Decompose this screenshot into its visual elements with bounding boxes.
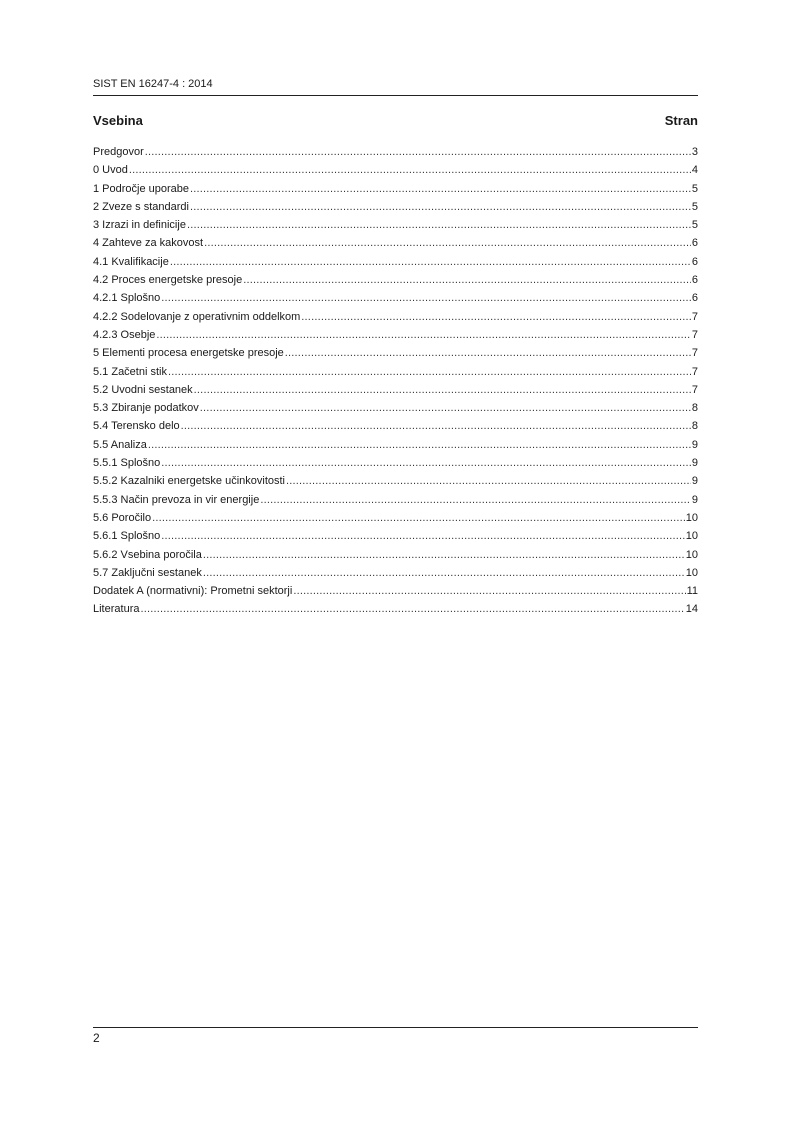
- page-number: 2: [93, 1031, 100, 1045]
- toc-leader-dots: [145, 145, 691, 159]
- toc-leader-dots: [161, 529, 684, 543]
- toc-entry-page: 10: [685, 530, 698, 543]
- toc-entry[interactable]: [93, 218, 698, 236]
- toc-entry-page: 9: [691, 438, 698, 451]
- toc-leader-dots: [170, 255, 691, 269]
- toc-entry[interactable]: [93, 163, 698, 181]
- toc-entry-page: 8: [691, 402, 698, 415]
- toc-entry[interactable]: [93, 474, 698, 492]
- toc-entry-page: 6: [691, 292, 698, 305]
- toc-entry[interactable]: [93, 145, 698, 163]
- toc-entry-page: 5: [691, 219, 698, 232]
- toc-entry[interactable]: [93, 182, 698, 200]
- toc-leader-dots: [204, 236, 691, 250]
- toc-entry-label: 5.5.1 Splošno: [93, 457, 161, 470]
- toc-entry-label: 0 Uvod: [93, 164, 128, 177]
- toc-entry-label: 5.6.2 Vsebina poročila: [93, 548, 202, 561]
- document-id: SIST EN 16247-4 : 2014: [93, 78, 213, 90]
- toc-entry-label: 5.6 Poročilo: [93, 511, 152, 524]
- toc-entry-label: 4.2.2 Sodelovanje z operativnim oddelkom: [93, 310, 301, 323]
- toc-leader-dots: [293, 584, 685, 598]
- toc-entry-label: Predgovor: [93, 146, 144, 158]
- toc-entry-label: 1 Področje uporabe: [93, 182, 190, 195]
- toc-leader-dots: [152, 511, 685, 525]
- toc-entry[interactable]: [93, 346, 698, 364]
- toc-entry-label: 5.6.1 Splošno: [93, 530, 161, 543]
- toc-page-column-label: Stran: [664, 113, 698, 128]
- toc-entry-page: 7: [691, 383, 698, 396]
- toc-entry[interactable]: [93, 200, 698, 218]
- toc-entry-label: 4.1 Kvalifikacije: [93, 255, 169, 268]
- toc-entry-page: 7: [691, 347, 698, 360]
- toc-entry[interactable]: [93, 236, 698, 254]
- toc-entry-page: 11: [686, 585, 698, 598]
- toc-entry-label: Literatura: [93, 603, 140, 616]
- toc-entry[interactable]: [93, 383, 698, 401]
- toc-entry[interactable]: [93, 566, 698, 584]
- toc-entry-page: 4: [691, 164, 698, 177]
- table-of-contents: [93, 145, 698, 621]
- toc-leader-dots: [203, 566, 685, 580]
- toc-leader-dots: [129, 163, 691, 177]
- toc-entry-label: 4 Zahteve za kakovost: [93, 237, 204, 250]
- toc-entry[interactable]: [93, 456, 698, 474]
- toc-leader-dots: [168, 365, 691, 379]
- toc-entry-page: 10: [685, 548, 698, 561]
- toc-leader-dots: [156, 328, 691, 342]
- toc-entry-page: 5: [691, 182, 698, 195]
- toc-entry-label: 4.2.1 Splošno: [93, 292, 161, 305]
- toc-entry[interactable]: [93, 365, 698, 383]
- toc-entry-page: 7: [691, 365, 698, 378]
- toc-entry-label: 5.5.3 Način prevoza in vir energije: [93, 493, 260, 506]
- toc-leader-dots: [187, 218, 691, 232]
- toc-entry-label: 4.2 Proces energetske presoje: [93, 274, 243, 287]
- toc-entry-label: 5.5 Analiza: [93, 438, 147, 451]
- toc-leader-dots: [285, 346, 691, 360]
- toc-entry-page: 8: [691, 420, 698, 433]
- toc-entry[interactable]: [93, 291, 698, 309]
- toc-leader-dots: [140, 602, 684, 616]
- toc-leader-dots: [194, 383, 691, 397]
- toc-leader-dots: [181, 419, 691, 433]
- page-header: [93, 77, 698, 96]
- toc-entry-page: 6: [691, 255, 698, 268]
- toc-entry[interactable]: [93, 328, 698, 346]
- toc-leader-dots: [190, 200, 691, 214]
- page-footer: [93, 1027, 698, 1045]
- toc-entry[interactable]: [93, 310, 698, 328]
- toc-entry[interactable]: [93, 419, 698, 437]
- toc-entry-page: 9: [691, 493, 698, 506]
- toc-leader-dots: [148, 438, 691, 452]
- toc-leader-dots: [286, 474, 691, 488]
- toc-entry[interactable]: [93, 493, 698, 511]
- toc-entry[interactable]: [93, 511, 698, 529]
- toc-entry-page: 3: [691, 146, 698, 158]
- toc-entry-label: 5.1 Začetni stik: [93, 365, 167, 378]
- toc-entry-label: 5.3 Zbiranje podatkov: [93, 402, 199, 415]
- toc-title: Vsebina: [93, 113, 143, 128]
- toc-entry-label: 2 Zveze s standardi: [93, 200, 189, 213]
- toc-entry[interactable]: [93, 529, 698, 547]
- toc-entry-label: 4.2.3 Osebje: [93, 328, 156, 341]
- toc-leader-dots: [260, 493, 691, 507]
- toc-entry-page: 9: [691, 457, 698, 470]
- toc-entry[interactable]: [93, 255, 698, 273]
- toc-leader-dots: [243, 273, 691, 287]
- toc-leader-dots: [190, 182, 691, 196]
- toc-entry-page: 10: [685, 511, 698, 524]
- toc-entry-page: 7: [691, 310, 698, 323]
- toc-leader-dots: [203, 548, 685, 562]
- toc-entry-page: 6: [691, 274, 698, 287]
- toc-entry-page: 14: [685, 603, 698, 616]
- toc-entry-page: 10: [685, 566, 698, 579]
- toc-entry[interactable]: [93, 602, 698, 620]
- toc-entry-page: 6: [691, 237, 698, 250]
- toc-entry-label: Dodatek A (normativni): Prometni sektorji: [93, 585, 293, 598]
- toc-entry-label: 5.7 Zaključni sestanek: [93, 566, 202, 579]
- toc-entry[interactable]: [93, 401, 698, 419]
- toc-entry-label: 5.5.2 Kazalniki energetske učinkovitosti: [93, 475, 285, 488]
- toc-leader-dots: [200, 401, 691, 415]
- toc-entry[interactable]: [93, 584, 698, 602]
- toc-leader-dots: [161, 291, 691, 305]
- toc-entry-label: 3 Izrazi in definicije: [93, 219, 186, 232]
- toc-entry[interactable]: [93, 273, 698, 291]
- toc-entry-label: 5.4 Terensko delo: [93, 420, 180, 433]
- toc-leader-dots: [161, 456, 691, 470]
- toc-heading-row: [93, 113, 698, 129]
- toc-entry[interactable]: [93, 438, 698, 456]
- toc-entry-label: 5.2 Uvodni sestanek: [93, 383, 193, 396]
- toc-entry-page: 9: [691, 475, 698, 488]
- toc-entry-page: 7: [691, 328, 698, 341]
- toc-leader-dots: [301, 310, 691, 324]
- toc-entry[interactable]: [93, 548, 698, 566]
- toc-entry-label: 5 Elementi procesa energetske presoje: [93, 347, 284, 360]
- toc-entry-page: 5: [691, 200, 698, 213]
